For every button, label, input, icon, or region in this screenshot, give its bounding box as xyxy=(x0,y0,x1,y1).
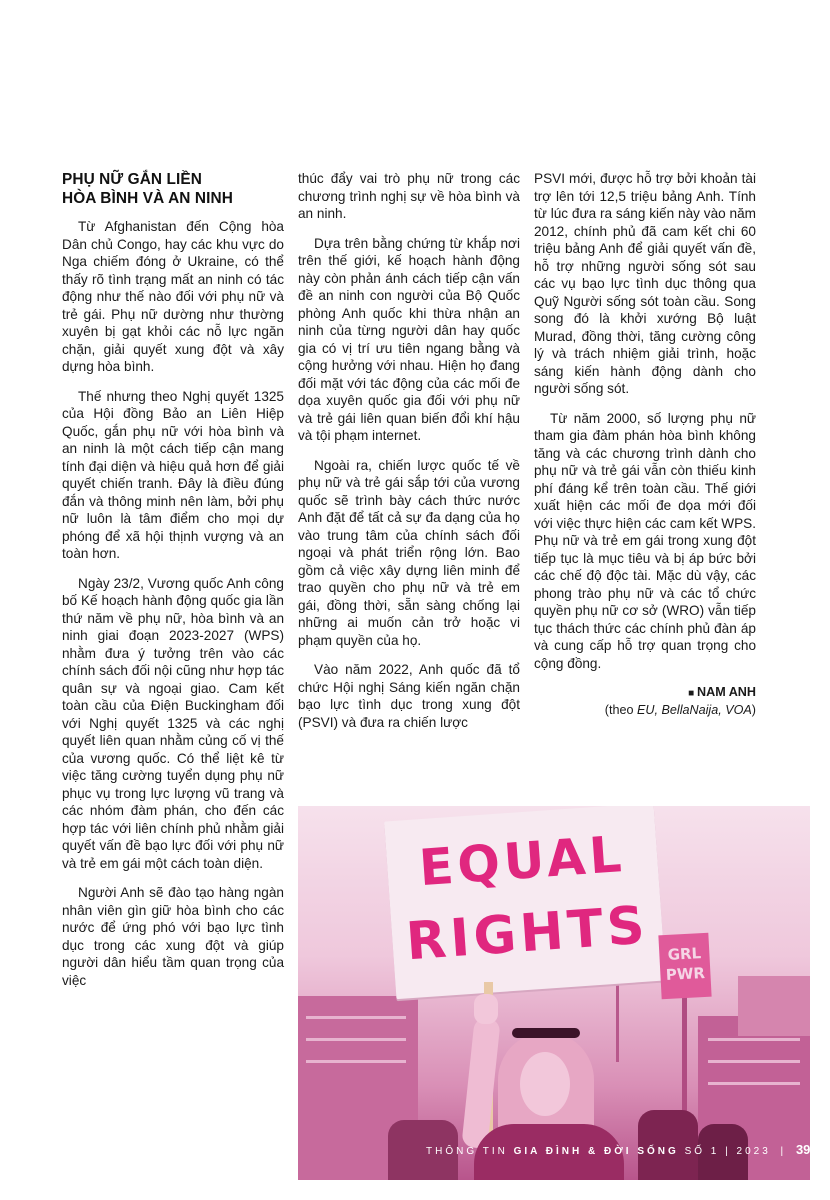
building-windows xyxy=(708,1038,800,1041)
page-number: 39 xyxy=(795,1142,811,1157)
building xyxy=(738,976,810,1036)
building-windows xyxy=(306,1060,406,1063)
protest-photo xyxy=(298,806,810,1180)
sign-text-line-2: RIGHTS xyxy=(404,895,651,973)
heading-line-2: HÒA BÌNH VÀ AN NINH xyxy=(62,190,233,207)
article-heading xyxy=(62,170,284,208)
paragraph: Từ Afghanistan đến Cộng hòa Dân chủ Congo, hay các khu vực do Nga chiếm đóng ở Ukraine, có thể thấy rõ tình trạng mất an ninh có tác động như thế nào đối với phụ nữ và trẻ gái. Phụ nữ dường như thường xuyên bị gạt khỏi các nỗ lực ngăn chặn, giải quyết xung đột và xây dựng hòa bình. xyxy=(62,219,284,374)
building-windows xyxy=(306,1016,406,1019)
paragraph: Từ năm 2000, số lượng phụ nữ tham gia đàm phán hòa bình không tăng và các chương trình dành cho phụ nữ và trẻ gái vẫn còn thiếu kinh phí đáng kể trên toàn cầu. Thế giới xuất hiện các mối đe dọa mới đối với việc thực hiện các cam kết WPS. Phụ nữ và trẻ em gái trong xung đột tiếp tục là mục tiêu và bị áp bức bởi các chế độ độc tài. Mặc dù vậy, các phong trào phụ nữ và các tổ chức quyền phụ nữ cơ sở (WRO) vẫn tiếp tục thách thức các chính phủ đàn áp và cung cấp hỗ trợ quan trọng cho cộng đồng. xyxy=(534,410,756,671)
paragraph: Ngày 23/2, Vương quốc Anh công bố Kế hoạch hành động quốc gia lần thứ năm về phụ nữ, hòa bình và an ninh giai đoạn 2023-2027 (WPS) nhằm đưa ý tưởng trên vào các chính sách đối nội cũng như hợp tác quân sự và ngoại giao. Cam kết toàn cầu của Điện Buckingham đối với Nghị quyết 1325 và các nghị quyết liên quan nhằm củng cố vị thế của vương quốc. Có thể liệt kê từ việc tăng cường tuyển dụng phụ nữ phục vụ trong lực lượng vũ trang và các nhóm đàm phán, cho đến các hợp tác với liên chính phủ nhằm giải quyết vấn đề bạo lực đối với phụ nữ và trẻ em gái một cách toàn diện. xyxy=(62,575,284,871)
paragraph: Ngoài ra, chiến lược quốc tế về phụ nữ và trẻ gái sắp tới của vương quốc sẽ trình bày cách thức nước Anh đặt để tất cả sự đa dạng của họ vào trung tâm của chính sách đối ngoại và phát triển rộng lớn. Bao gồm cả việc xây dựng liên minh để trao quyền cho phụ nữ và trẻ em gái, đồng thời, sẵn sàng chống lại những ai muốn cản trở hoặc vi phạm quyền của họ. xyxy=(298,457,520,648)
paragraph: Thế nhưng theo Nghị quyết 1325 của Hội đồng Bảo an Liên Hiệp Quốc, gắn phụ nữ với hòa bình và an ninh là một cách tiếp cận mang tính đại diện và hiệu quả hơn để giải quyết chiến tranh. Đây là điều đúng đắn và thông minh nên làm, bởi phụ nữ luôn là tâm điểm cho mọi dự phóng để xã hội thịnh vượng và an toàn hơn. xyxy=(62,388,284,561)
paragraph: Vào năm 2022, Anh quốc đã tổ chức Hội nghị Sáng kiến ngăn chặn bạo lực tình dục trong xung đột (PSVI) và đưa ra chiến lược xyxy=(298,662,520,730)
grl-pwr-sign xyxy=(658,933,711,1000)
paragraph: Dựa trên bằng chứng từ khắp nơi trên thế giới, kế hoạch hành động này còn phản ánh cách tiếp cận vấn đề an ninh con người của Bộ Quốc phòng Anh quốc khi thừa nhận an ninh của từng người dân hay quốc gia có vị trí ưu tiên ngang bằng và cộng hưởng với nhau. Hiện họ đang đối mặt với tác động của các mối đe dọa xuyên quốc gia đối với phụ nữ và trẻ gái liên quan biến đổi khí hậu và tội phạm internet. xyxy=(298,235,520,443)
footer-label: THÔNG TIN xyxy=(426,1146,508,1157)
byline xyxy=(534,684,756,719)
article-column-3 xyxy=(534,170,756,719)
woman-face xyxy=(520,1052,570,1116)
author-name: ■ NAM ANH xyxy=(534,684,756,702)
source-names: EU, BellaNaija, VOA xyxy=(637,703,752,717)
hand xyxy=(474,994,498,1024)
footer-issue: SỐ 1 | 2023 xyxy=(684,1146,771,1157)
building-windows xyxy=(708,1060,800,1063)
small-sign-line-2: PWR xyxy=(665,963,706,984)
heading-line-1: PHỤ NỮ GẮN LIỀN xyxy=(62,171,202,188)
equal-rights-sign xyxy=(384,806,666,999)
source-suffix: ) xyxy=(751,703,756,717)
building-windows xyxy=(306,1038,406,1041)
small-sign-pole xyxy=(682,996,687,1116)
paragraph-continued: PSVI mới, được hỗ trợ bởi khoản tài trợ lên tới 12,5 triệu bảng Anh. Tính từ lúc đưa ra sáng kiến này vào năm 2012, chính phủ đã cam kết chi 60 triệu bảng Anh để giải quyết vấn đề, hỗ trợ những người sống sót sau các vụ bạo lực tình dục thông qua Quỹ Người sống sót toàn cầu. Song song đó là khởi xướng Bộ luật Murad, đồng thời, tăng cường công lý và trách nhiệm giải trình, hoặc sáng kiến hành động dành cho người sống sót. xyxy=(534,171,756,396)
sunglasses xyxy=(512,1028,580,1038)
footer-separator: | xyxy=(780,1146,787,1157)
page-footer xyxy=(426,1142,811,1162)
article-column-2 xyxy=(298,170,520,743)
building-windows xyxy=(708,1082,800,1085)
sign-text-line-1: EQUAL xyxy=(417,824,628,898)
paragraph: Người Anh sẽ đào tạo hàng ngàn nhân viên gìn giữ hòa bình cho các nước để ứng phó với bạo lực tình dục trong các xung đột và giúp người dân hiểu tầm quan trọng của việc xyxy=(62,885,284,988)
footer-brand: GIA ĐÌNH & ĐỜI SỐNG xyxy=(513,1146,679,1157)
source-credit xyxy=(534,702,756,719)
source-prefix: (theo xyxy=(604,703,637,717)
paragraph-continued: thúc đẩy vai trò phụ nữ trong các chương trình nghị sự về hòa bình và an ninh. xyxy=(298,171,520,221)
small-sign-line-1: GRL xyxy=(667,944,702,964)
article-column-1 xyxy=(62,170,284,1001)
